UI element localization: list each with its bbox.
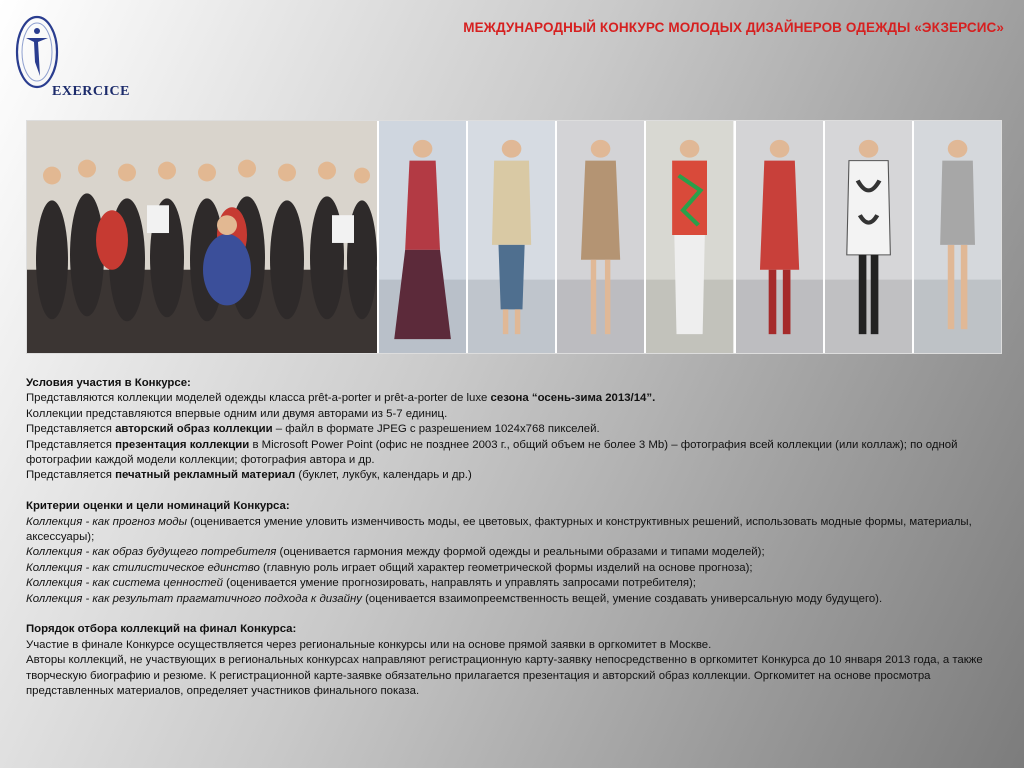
paragraph: Участие в финале Конкурсе осуществляется через региональные конкурсы или на основе прямой заявки в оргкомитет в Москве. (26, 638, 712, 651)
text: Коллекция - как образ будущего потребителя (26, 546, 277, 559)
runway-model-icon (825, 121, 912, 353)
paragraph (26, 438, 986, 469)
text: (оценивается взаимопреемственность вещей, умение создавать универсальную моду будущего). (361, 592, 883, 605)
text: Представляется (26, 438, 116, 451)
text: в Microsoft Power Point (офис не позднее 2003 г., общий объем не более 3 Mb) – фотография всей коллекции (или коллаж); по одной фотографии каждой модели коллекции; фотография автора и др. (26, 438, 958, 467)
runway-model-icon (646, 121, 733, 353)
text: (оценивается умение прогнозировать, направлять и управлять запросами потребителя); (222, 577, 696, 590)
text: Представляется (26, 423, 116, 436)
photo-strip (26, 120, 1002, 354)
text: (оценивается умение уловить изменчивость моды, ее цветовых, фактурных и конструктивных решений, использовать модные формы, материалы, аксессуары); (26, 515, 972, 544)
runway-photo (912, 121, 1001, 353)
text: сезона “осень-зима 2013/14”. (490, 392, 656, 405)
runway-photo (377, 121, 466, 353)
text: Представляется (26, 469, 116, 482)
section-heading: Критерии оценки и цели номинаций Конкурса: (26, 500, 290, 513)
brand-name: EXERCICE (52, 84, 130, 99)
paragraph (26, 561, 986, 576)
runway-photo (555, 121, 644, 353)
runway-photo (644, 121, 733, 353)
text: Коллекция - как стилистическое единство (26, 561, 260, 574)
text: Коллекция - как система ценностей (26, 577, 223, 590)
paragraph (26, 545, 986, 560)
text: (оценивается гармония между формой одежды и реальными образами и типами моделей); (276, 546, 765, 559)
section-heading: Порядок отбора коллекций на финал Конкурса: (26, 623, 297, 636)
text: Представляются коллекции моделей одежды класса prêt-a-porter и prêt-a-porter de luxe (26, 392, 491, 405)
text: – файл в формате JPEG с разрешением 1024х768 пикселей. (272, 423, 600, 436)
exercice-logo-icon (14, 14, 60, 94)
runway-model-icon (736, 121, 823, 353)
group-photo (27, 121, 377, 353)
paragraph (26, 468, 986, 483)
paragraph (26, 576, 986, 591)
text: Коллекция - как результат прагматичного подхода к дизайну (26, 592, 362, 605)
runway-model-icon (557, 121, 644, 353)
paragraph (26, 391, 986, 406)
paragraph: Коллекции представляются впервые одним или двумя авторами из 5-7 единиц. (26, 407, 448, 420)
text: презентация коллекции (115, 438, 250, 451)
conditions-text (26, 376, 986, 700)
text: Коллекция - как прогноз моды (26, 515, 187, 528)
group-photo-icon (27, 121, 377, 353)
paragraph (26, 422, 986, 437)
text: авторский образ коллекции (115, 423, 273, 436)
runway-model-icon (379, 121, 466, 353)
paragraph: Авторы коллекций, не участвующих в региональных конкурсах направляют регистрационную карту-заявку непосредственно в оргкомитет Конкурса до 10 января 2013 года, а также творческую биографию и резюме. К регистрационной карте-заявке обязательно прилагается презентация и авторский образ коллекции. Оргкомитет на основе просмотра представленных материалов, определяет участников финального показа. (26, 654, 983, 698)
text: (буклет, лукбук, календарь и др.) (295, 469, 472, 482)
section-heading: Условия участия в Конкурсе: (26, 377, 191, 389)
paragraph (26, 592, 986, 607)
runway-model-icon (468, 121, 555, 353)
runway-photo (734, 121, 823, 353)
runway-photo (823, 121, 912, 353)
page-title: МЕЖДУНАРОДНЫЙ КОНКУРС МОЛОДЫХ ДИЗАЙНЕРОВ ОДЕЖДЫ «ЭКЗЕРСИС» (463, 20, 1004, 35)
paragraph (26, 515, 986, 546)
text: печатный рекламный материал (115, 469, 296, 482)
runway-model-icon (914, 121, 1001, 353)
text: (главную роль играет общий характер геометрической формы изделий на основе прогноза); (259, 561, 753, 574)
runway-photo (466, 121, 555, 353)
